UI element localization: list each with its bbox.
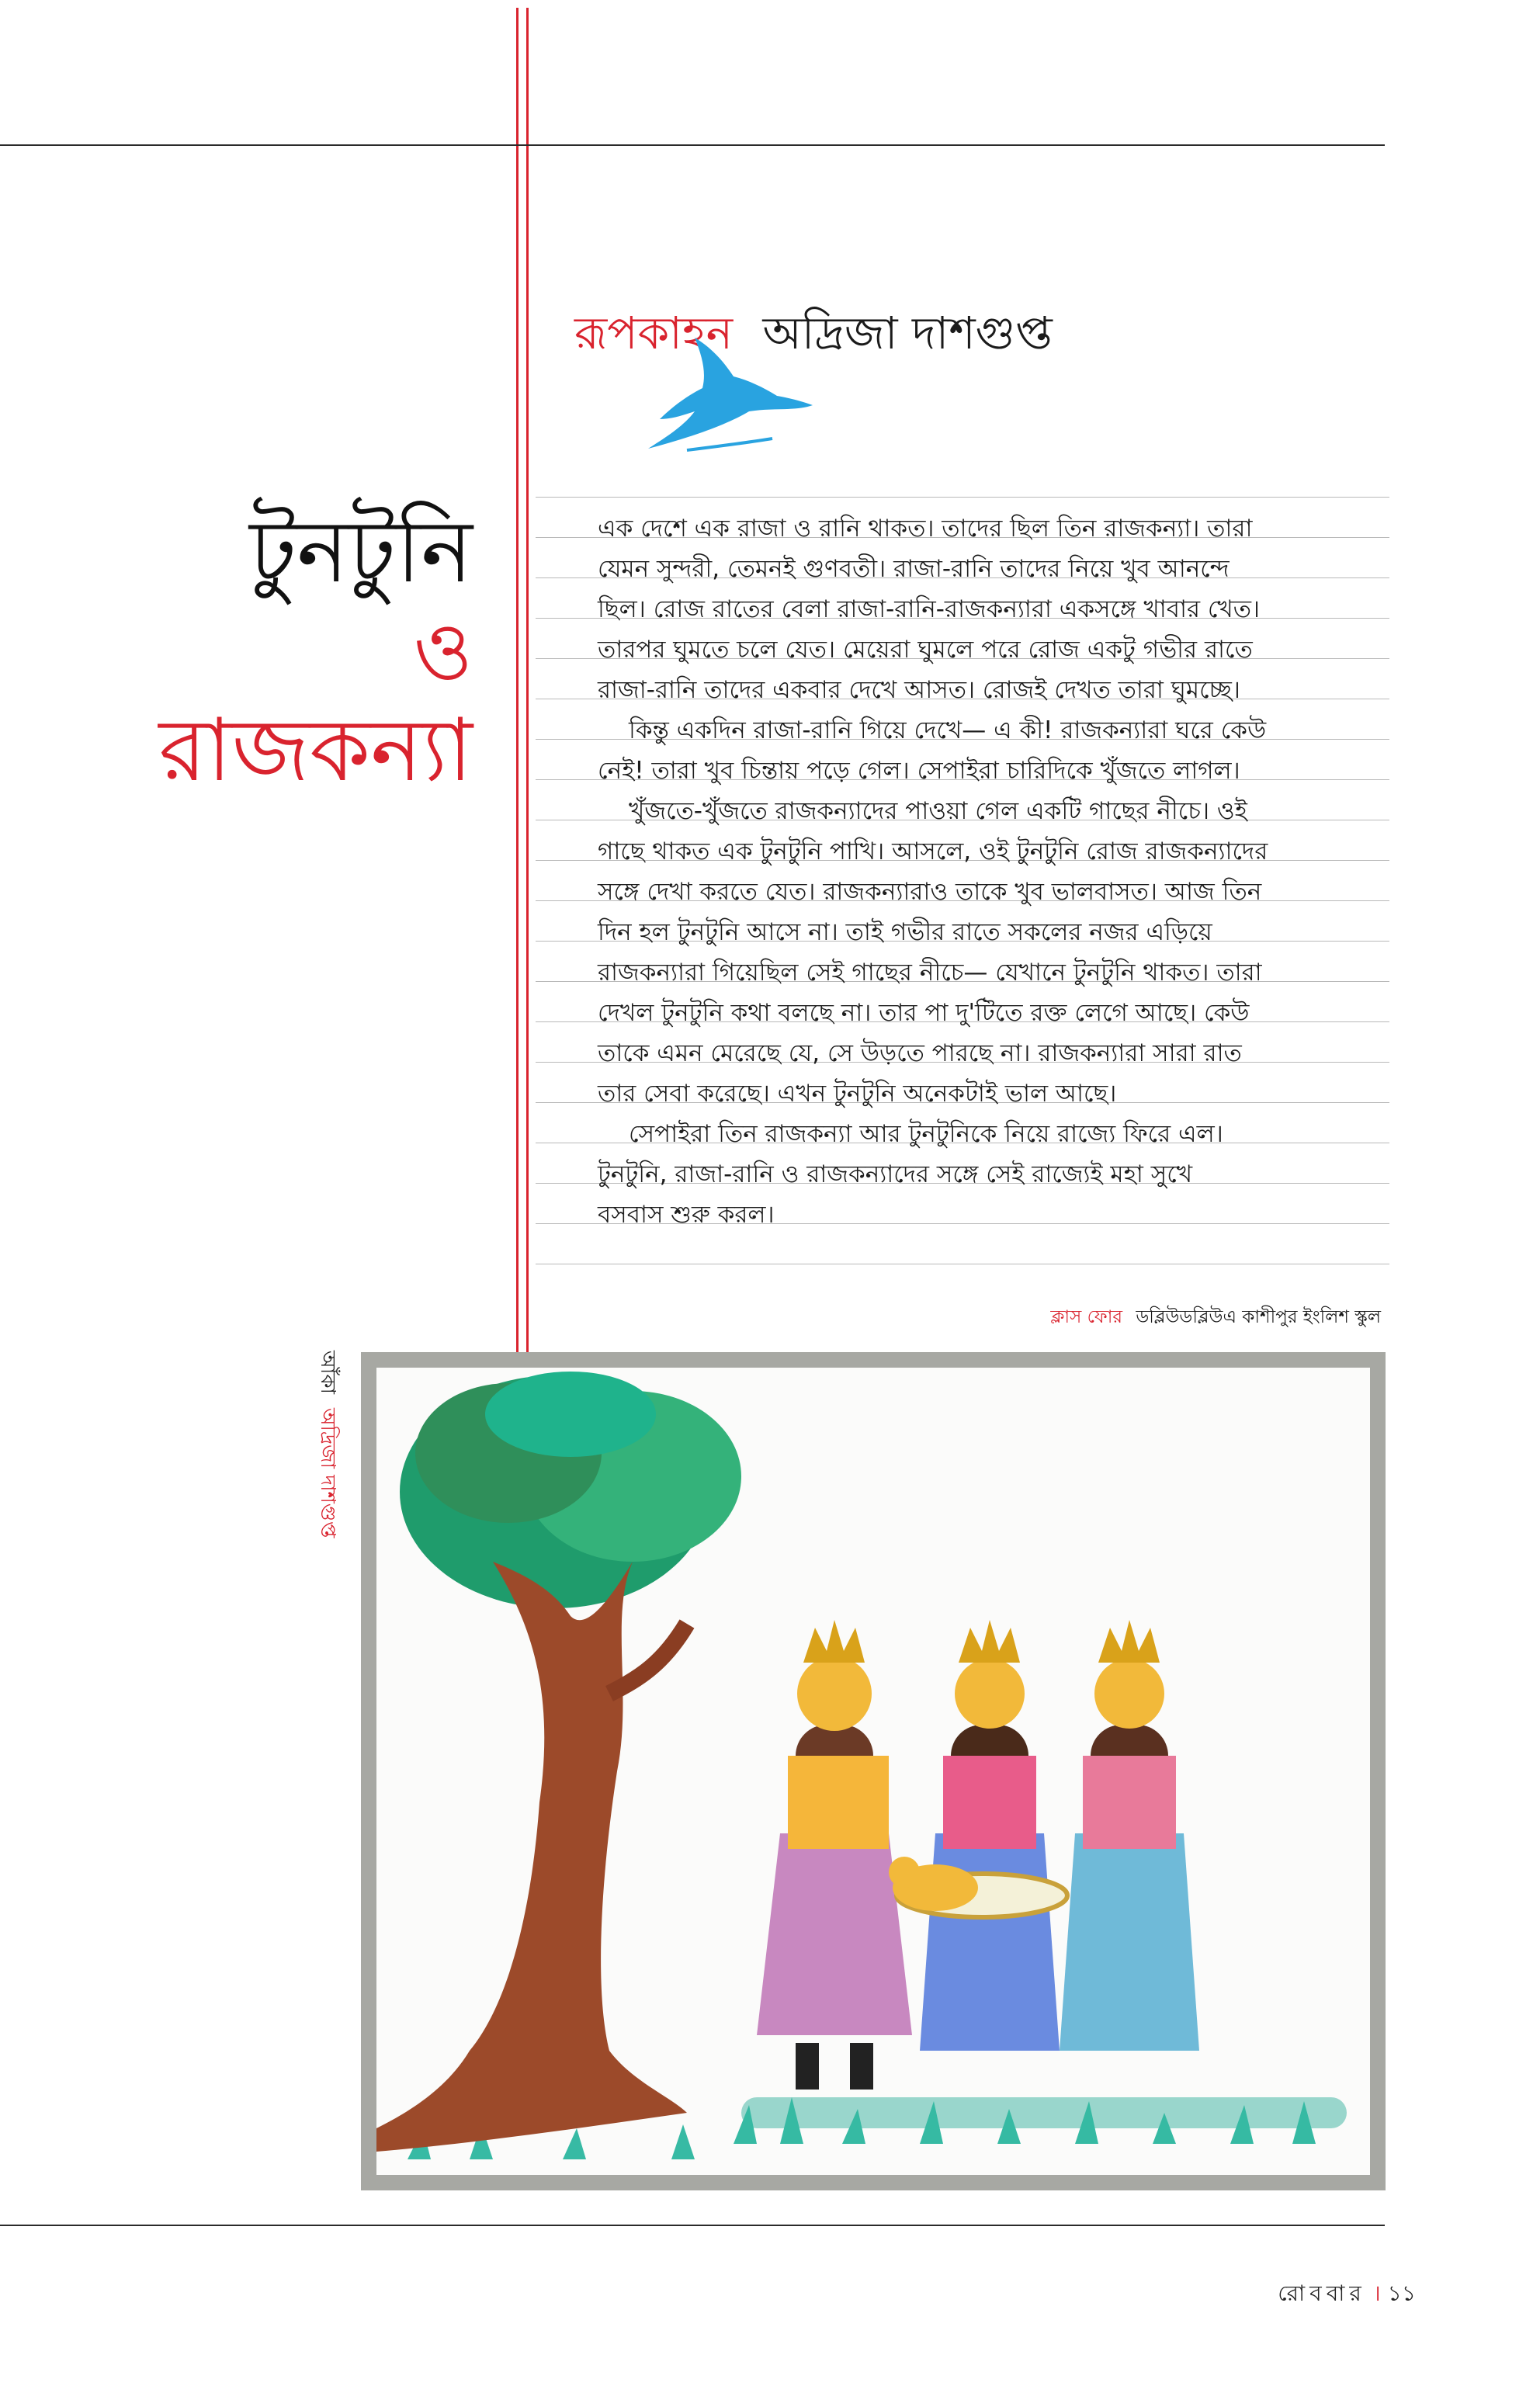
story-line: এক দেশে এক রাজা ও রানি থাকত। তাদের ছিল তিন রাজকন্যা। তারা bbox=[598, 515, 1253, 543]
story-line: রাজা-রানি তাদের একবার দেখে আসত। রোজই দেখত তারা ঘুমচ্ছে। bbox=[598, 676, 1240, 704]
title-line-1: টুনটুনি bbox=[249, 501, 473, 602]
story-line: ছিল। রোজ রাতের বেলা রাজা-রানি-রাজকন্যারা একসঙ্গে খাবার খেত। bbox=[598, 595, 1261, 623]
story-title bbox=[158, 501, 473, 801]
illustration-credit bbox=[310, 1351, 345, 1538]
tree-trunk bbox=[376, 1562, 687, 2152]
story-line: নেই! তারা খুব চিন্তায় পড়ে গেল। সেপাইরা চারিদিকে খুঁজতে লাগল। bbox=[598, 757, 1240, 785]
story-line: সেপাইরা তিন রাজকন্যা আর টুনটুনিকে নিয়ে রাজ্যে ফিরে এল। bbox=[629, 1120, 1223, 1148]
story-line: বসবাস শুরু করল। bbox=[598, 1201, 775, 1229]
title-line-2: ও bbox=[413, 604, 473, 699]
story-line: রাজকন্যারা গিয়েছিল সেই গাছের নীচে— যেখানে টুনটুনি থাকত। তারা bbox=[598, 959, 1262, 987]
folio-separator: । bbox=[1372, 2280, 1381, 2306]
illustration-frame bbox=[361, 1352, 1386, 2190]
story-line: খুঁজতে-খুঁজতে রাজকন্যাদের পাওয়া গেল একটি গাছের নীচে। ওই bbox=[629, 797, 1247, 825]
story-line: তারপর ঘুমতে চলে যেত। মেয়েরা ঘুমলে পরে রোজ একটু গভীর রাতে bbox=[598, 636, 1253, 664]
title-line-3: রাজকন্যা bbox=[158, 700, 473, 801]
story-line: সঙ্গে দেখা করতে যেত। রাজকন্যারাও তাকে খুব ভালবাসত। আজ তিন bbox=[598, 878, 1262, 906]
story-line: দেখল টুনটুনি কথা বলছে না। তার পা দু'টিতে রক্ত লেগে আছে। কেউ bbox=[598, 999, 1250, 1027]
margin-red-line-1 bbox=[516, 8, 519, 1362]
bird-logo bbox=[640, 334, 819, 458]
bottom-rule bbox=[0, 2225, 1385, 2226]
class-label: ক্লাস ফোর bbox=[1050, 1307, 1123, 1327]
genre-label: রূপকাহন bbox=[574, 307, 734, 359]
story-body bbox=[598, 508, 1389, 1235]
page-folio bbox=[1278, 2277, 1416, 2313]
page-number: ১১ bbox=[1387, 2280, 1416, 2306]
margin-red-line-2 bbox=[526, 8, 529, 1362]
story-line: দিন হল টুনটুনি আসে না। তাই গভীর রাতে সকলের নজর এড়িয়ে bbox=[598, 918, 1212, 946]
story-line: টুনটুনি, রাজা-রানি ও রাজকন্যাদের সঙ্গে সেই রাজ্যেই মহা সুখে bbox=[598, 1160, 1193, 1188]
school-credit bbox=[1050, 1302, 1381, 1333]
illustration-label: আঁকা bbox=[316, 1351, 339, 1395]
tree-canopy bbox=[400, 1372, 741, 1608]
princess-left bbox=[757, 1620, 912, 2090]
princess-middle bbox=[920, 1620, 1060, 2051]
school-name: ডব্লিউডব্লিউএ কাশীপুর ইংলিশ স্কুল bbox=[1136, 1307, 1381, 1327]
magazine-name: রোববার bbox=[1278, 2280, 1366, 2306]
story-line: তাকে এমন মেরেছে যে, সে উড়তে পারছে না। রাজকন্যারা সারা রাত bbox=[598, 1039, 1242, 1067]
ruled-line bbox=[536, 497, 1389, 498]
story-line: তার সেবা করেছে। এখন টুনটুনি অনেকটাই ভাল আছে। bbox=[598, 1080, 1117, 1108]
top-rule bbox=[0, 144, 1385, 146]
story-line: গাছে থাকত এক টুনটুনি পাখি। আসলে, ওই টুনটুনি রোজ রাজকন্যাদের bbox=[598, 838, 1268, 865]
story-line: যেমন সুন্দরী, তেমনই গুণবতী। রাজা-রানি তাদের নিয়ে খুব আনন্দে bbox=[598, 555, 1230, 583]
crayon-drawing bbox=[376, 1368, 1370, 2175]
author-name: অদ্রিজা দাশগুপ্ত bbox=[762, 307, 1053, 359]
illustration-artist: অদ্রিজা দাশগুপ্ত bbox=[316, 1408, 339, 1538]
story-line: কিন্তু একদিন রাজা-রানি গিয়ে দেখে— এ কী! রাজকন্যারা ঘরে কেউ bbox=[629, 716, 1267, 744]
princess-right bbox=[1060, 1620, 1199, 2051]
